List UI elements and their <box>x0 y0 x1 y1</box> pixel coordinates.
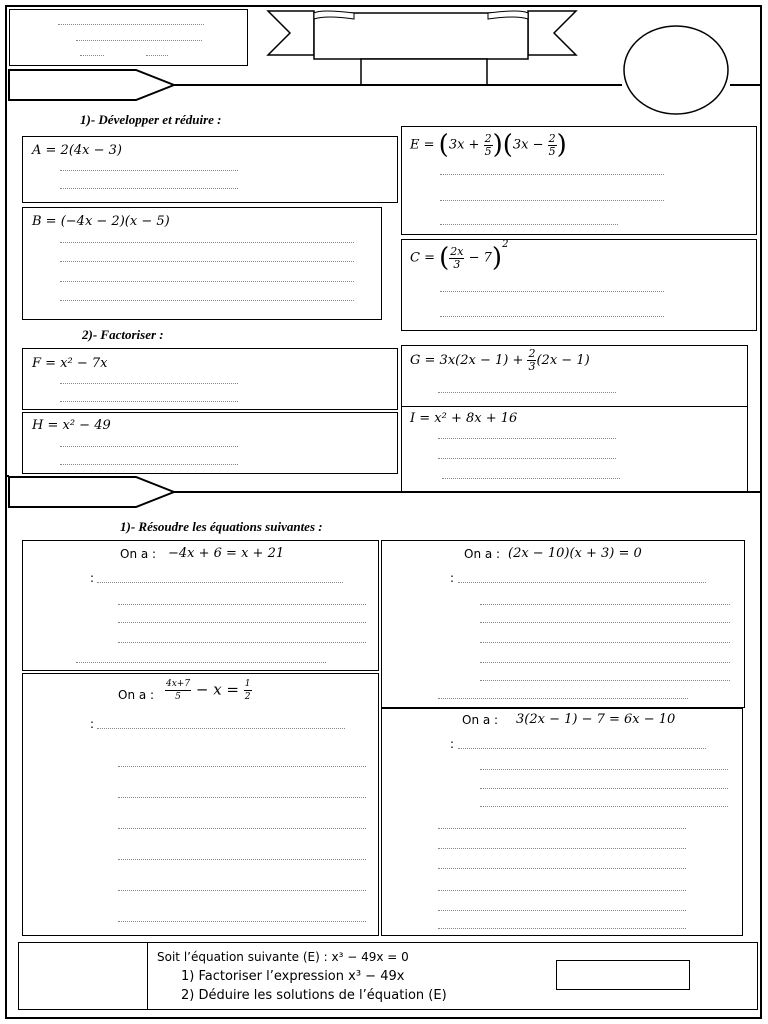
answer-line <box>60 170 238 171</box>
part1-arrow <box>8 69 176 103</box>
fraction <box>484 133 493 158</box>
answer-line <box>440 174 664 175</box>
answer-line <box>118 828 366 829</box>
section-equations-title: 1)- Résoudre les équations suivantes : <box>120 519 323 534</box>
expr-C-lhs: C = <box>410 250 440 266</box>
expr-A: A = 2(4x − 3) <box>32 143 122 158</box>
expr-H: H = x² − 49 <box>32 418 111 433</box>
eq2-expr: (2x − 10)(x + 3) = 0 <box>508 546 642 561</box>
answer-line <box>118 604 366 605</box>
numerator: 2 <box>484 131 492 145</box>
numerator: 1 <box>244 679 251 689</box>
exercise-answer-box <box>556 960 690 990</box>
exercise-q2: 2) Déduire les solutions de l’équation (E) <box>181 988 447 1003</box>
answer-line <box>118 921 366 922</box>
number-line-1 <box>80 55 104 56</box>
eq2-label: On a : <box>464 547 501 561</box>
numerator: 2 <box>548 131 556 145</box>
part2-divider <box>170 491 761 493</box>
part2-arrow <box>8 476 176 510</box>
answer-line <box>480 622 730 623</box>
answer-line <box>97 728 345 729</box>
expr-B: B = (−4x − 2)(x − 5) <box>32 214 170 229</box>
denominator: 5 <box>175 692 181 702</box>
answer-line <box>60 383 238 384</box>
header-divider-right <box>730 84 761 86</box>
eq3-expr <box>165 678 252 703</box>
answer-line <box>480 769 728 770</box>
answer-line <box>440 316 664 317</box>
expr-G <box>410 348 590 373</box>
answer-line <box>438 828 686 829</box>
title-banner <box>266 9 578 87</box>
expr-E-lhs: E = <box>410 137 439 153</box>
answer-line <box>438 392 616 393</box>
fraction <box>548 133 557 158</box>
student-info-box <box>9 9 248 66</box>
box-eq3 <box>22 673 379 936</box>
answer-line <box>458 748 706 749</box>
grade-circle <box>622 24 730 116</box>
answer-line <box>118 890 366 891</box>
answer-line <box>60 281 354 282</box>
exercise-intro: Soit l’équation suivante (E) : x³ − 49x = 0 <box>157 950 409 964</box>
answer-line <box>60 242 354 243</box>
answer-line <box>480 806 728 807</box>
name-line <box>58 24 204 25</box>
answer-line <box>60 446 238 447</box>
answer-line <box>60 188 238 189</box>
colon: : <box>90 571 95 585</box>
answer-line <box>438 890 686 891</box>
answer-line <box>442 478 620 479</box>
colon: : <box>450 571 455 585</box>
answer-line <box>118 797 366 798</box>
answer-line <box>118 622 366 623</box>
colon: : <box>450 737 455 751</box>
numerator: 2 <box>528 347 536 360</box>
answer-line <box>438 910 686 911</box>
eq4-expr: 3(2x − 1) − 7 = 6x − 10 <box>516 712 676 727</box>
answer-line <box>438 438 616 439</box>
box-eq2 <box>381 540 745 708</box>
expr-E-term2: 3x − <box>512 137 544 153</box>
eq3-label: On a : <box>118 688 155 702</box>
expr-C-rest: − 7 <box>468 250 492 266</box>
colon: : <box>90 717 95 731</box>
answer-line <box>60 464 238 465</box>
answer-line <box>118 859 366 860</box>
answer-line <box>60 401 238 402</box>
fraction <box>449 246 464 271</box>
section-factor-title: 2)- Factoriser : <box>82 327 164 342</box>
answer-line <box>438 928 686 929</box>
answer-line <box>458 582 706 583</box>
fraction <box>244 678 252 703</box>
expr-F: F = x² − 7x <box>32 356 108 371</box>
answer-line <box>440 291 664 292</box>
fraction <box>165 678 191 703</box>
expr-I: I = x² + 8x + 16 <box>410 411 518 426</box>
answer-line <box>76 662 326 663</box>
number-line-2 <box>146 55 168 56</box>
denominator: 5 <box>484 144 492 158</box>
answer-line <box>438 848 686 849</box>
answer-line <box>438 698 688 699</box>
answer-line <box>480 662 730 663</box>
answer-line <box>438 458 616 459</box>
denominator: 2 <box>244 692 251 702</box>
expr-E-term1: 3x + <box>448 137 480 153</box>
eq4-label: On a : <box>462 713 499 727</box>
eq1-expr: −4x + 6 = x + 21 <box>168 546 285 561</box>
exponent: 2 <box>502 239 509 250</box>
answer-line <box>97 582 343 583</box>
answer-line <box>60 300 354 301</box>
expr-G-lhs: G = 3x(2x − 1) + <box>410 353 528 368</box>
answer-line <box>480 604 730 605</box>
expr-E: E = (3x + $\frac{2}{5}$ )(3x − $\frac{2}{5}$ ) <box>410 130 567 160</box>
answer-line <box>60 261 354 262</box>
answer-line <box>438 868 686 869</box>
box-eq4 <box>381 708 743 936</box>
denominator: 3 <box>528 360 536 373</box>
expr-G-rhs: (2x − 1) <box>536 353 590 368</box>
eq1-label: On a : <box>120 547 157 561</box>
header-divider-left <box>170 84 622 86</box>
answer-line <box>480 642 730 643</box>
answer-line <box>480 788 728 789</box>
eq3-mid: − x = <box>195 680 239 699</box>
answer-line <box>118 642 366 643</box>
numerator: 2x <box>450 244 464 258</box>
answer-line <box>440 200 664 201</box>
section-develop-title: 1)- Développer et réduire : <box>80 112 222 127</box>
expr-C: C = ( $\frac{2x}{3}$ − 7)$^2$ <box>410 239 509 273</box>
exercise-q1: 1) Factoriser l’expression x³ − 49x <box>181 969 405 984</box>
denominator: 5 <box>548 144 556 158</box>
answer-line <box>480 680 730 681</box>
answer-line <box>118 766 366 767</box>
denominator: 3 <box>453 257 461 271</box>
class-line <box>76 40 202 41</box>
numerator: 4x+7 <box>166 679 191 689</box>
answer-line <box>440 224 618 225</box>
